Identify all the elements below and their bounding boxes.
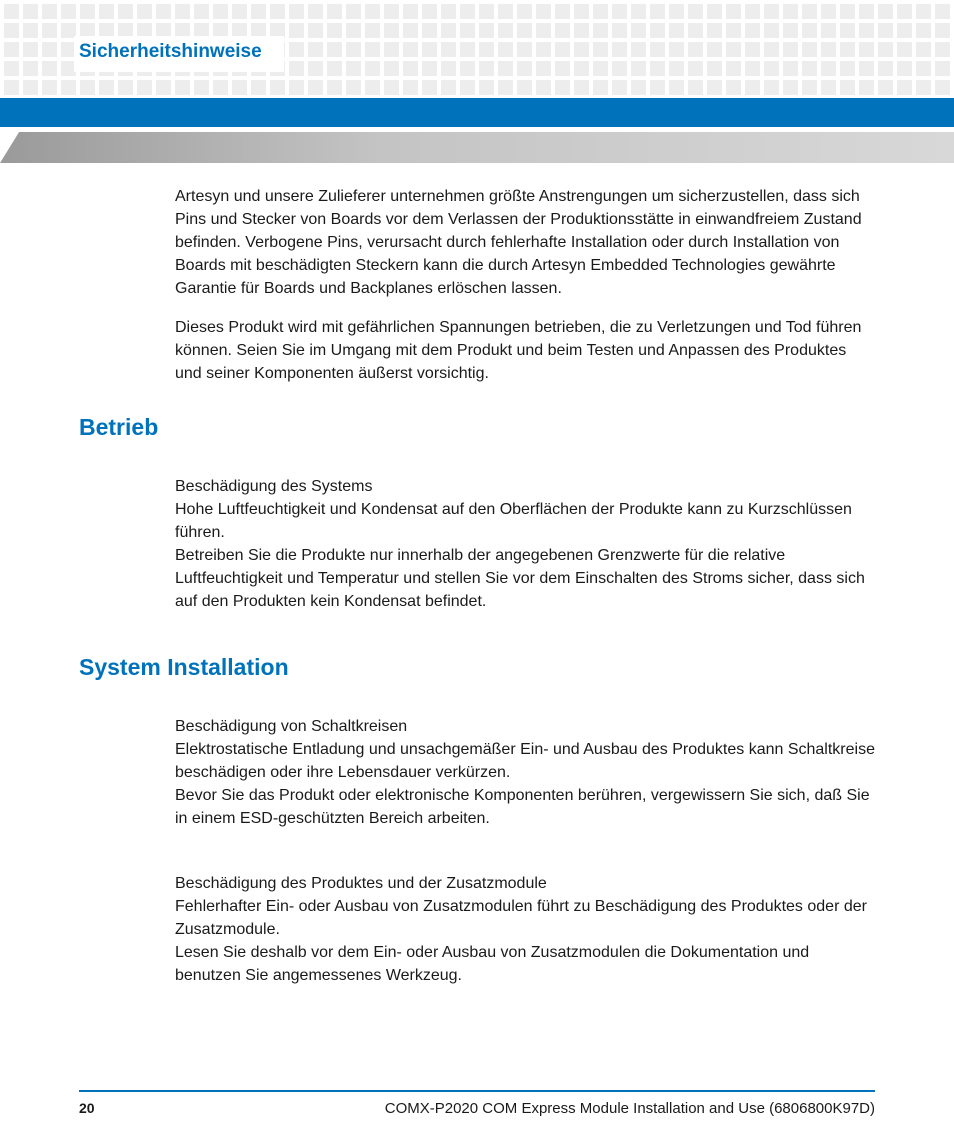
- notice-cause: Elektrostatische Entladung und unsachgemäßer Ein- und Ausbau des Produktes kann Schaltkreise beschädigen oder ihre Lebensdauer verkürzen.: [175, 741, 875, 781]
- chapter-title: Sicherheitshinweise: [79, 41, 262, 62]
- notice-instruction: Lesen Sie deshalb vor dem Ein- oder Ausbau von Zusatzmodulen die Dokumentation und benutzen Sie angemessenes Werkzeug.: [175, 944, 810, 984]
- notice-module-damage: [175, 872, 875, 987]
- notice-system-damage: [175, 475, 875, 613]
- header-blue-bar: [0, 98, 954, 127]
- page-number: 20: [79, 1100, 95, 1116]
- notice-title: Beschädigung von Schaltkreisen: [175, 718, 408, 735]
- section-heading-system-installation: System Installation: [79, 654, 289, 680]
- notice-title: Beschädigung des Produktes und der Zusatzmodule: [175, 875, 547, 892]
- footer-rule: [79, 1090, 875, 1092]
- intro-paragraph-2: Dieses Produkt wird mit gefährlichen Spannungen betrieben, die zu Verletzungen und Tod führen können. Seien Sie im Umgang mit dem Produkt und beim Testen und Anpassen des Produktes und seiner Komponenten äußerst vorsichtig.: [175, 319, 862, 382]
- notice-instruction: Betreiben Sie die Produkte nur innerhalb der angegebenen Grenzwerte für die relative Luftfeuchtigkeit und Temperatur und stellen Sie vor dem Einschalten des Stroms sicher, dass sich auf den Produkten kein Kondensat befindet.: [175, 547, 865, 610]
- section-heading-betrieb: Betrieb: [79, 414, 159, 440]
- notice-cause: Hohe Luftfeuchtigkeit und Kondensat auf den Oberflächen der Produkte kann zu Kurzschlüssen führen.: [175, 501, 852, 541]
- notice-instruction: Bevor Sie das Produkt oder elektronische Komponenten berühren, vergewissern Sie sich, daß Sie in einem ESD-geschützten Bereich arbeiten.: [175, 787, 870, 827]
- header-gray-bar: [0, 132, 954, 163]
- intro-paragraph-1: Artesyn und unsere Zulieferer unternehmen größte Anstrengungen um sicherzustellen, dass sich Pins und Stecker von Boards vor dem Verlassen der Produktionsstätte in einwandfreiem Zustand befinden. Verbogene Pins, verursacht durch fehlerhafte Installation oder durch Installation von Boards mit beschädigten Steckern kann die durch Artesyn Embedded Technologies gewährte Garantie für Boards und Backplanes erlöschen lassen.: [175, 188, 862, 297]
- notice-circuit-damage: [175, 715, 875, 830]
- notice-title: Beschädigung des Systems: [175, 478, 373, 495]
- notice-cause: Fehlerhafter Ein- oder Ausbau von Zusatzmodulen führt zu Beschädigung des Produktes oder der Zusatzmodule.: [175, 898, 867, 938]
- footer-document-title: COMX-P2020 COM Express Module Installation and Use (6806800K97D): [384, 1100, 875, 1117]
